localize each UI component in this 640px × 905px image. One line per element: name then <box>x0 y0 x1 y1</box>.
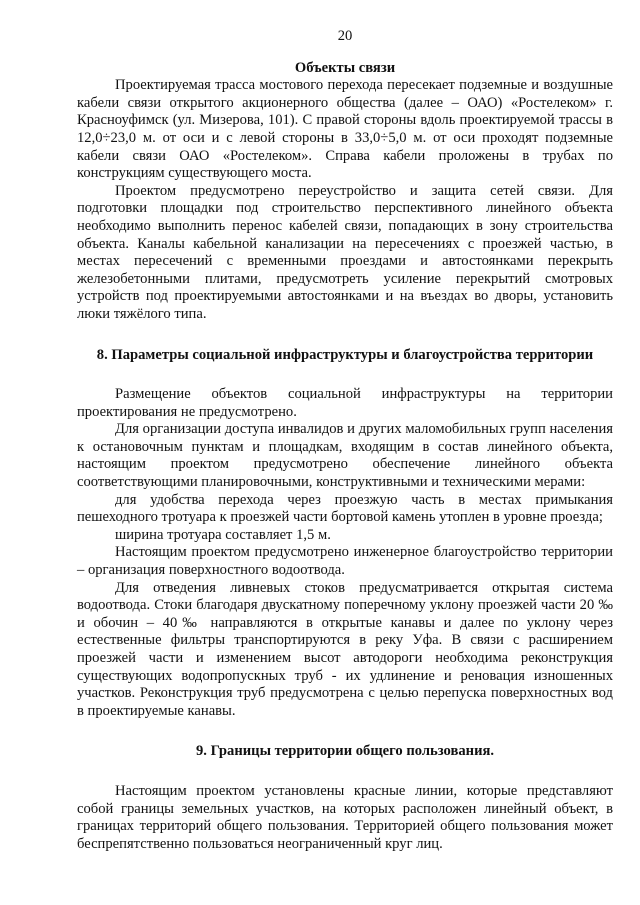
section-public-territory-boundaries <box>77 743 613 853</box>
paragraph: ширина тротуара составляет 1,5 м. <box>115 526 331 543</box>
paragraph: Для организации доступа инвалидов и других маломобильных групп населения к остановочным пунктам и площадкам, входящим в состав линейного объекта, настоящим проектом предусмотрено обеспечение линейного объекта соответствующими планировочными, конструктивными и техническими мерами: <box>77 421 613 491</box>
paragraph: для удобства перехода через проезжую часть в местах примыкания пешеходного тротуара к проезжей части бортовой камень утоплен в уровне проезда; <box>77 491 613 526</box>
page-number: 20 <box>337 28 353 44</box>
section-title-communication-objects: Объекты связи <box>294 59 396 76</box>
paragraph: Настоящим проектом предусмотрено инженерное благоустройство территории – организация поверхностного водоотвода. <box>77 544 613 579</box>
paragraph: Проектом предусмотрено переустройство и защита сетей связи. Для подготовки площадки под строительство перспективного линейного объекта необходимо выполнить перенос кабелей связи, попадающих в зону строительства объекта. Каналы кабельной канализации на пересечениях с проезжей частью, в местах пересечений с временными проездами и автостоянками перекрыть железобетонными плитами, предусмотреть усиление перекрытий смотровых устройств под проектируемыми автостоянками и на въездах во дворы, установить люки тяжёлого типа. <box>77 182 613 322</box>
paragraph: Размещение объектов социальной инфраструктуры на территории проектирования не предусмотрено. <box>77 386 613 420</box>
section-title-social-infrastructure: 8. Параметры социальной инфраструктуры и благоустройства территории <box>96 346 594 363</box>
section-social-infrastructure <box>77 347 613 721</box>
paragraph: Для отведения ливневых стоков предусматривается открытая система водоотвода. Стоки благодаря двускатному поперечному уклону проезжей части 20 ‰ и обочин – 40‰ направляются в открытые канавы и далее по уклону через естественные фильтры транспортируются в реку Уфа. В связи с расширением проезжей части и изменением высот автодороги необходима реконструкция существующих водопропускных труб - их удлинение и реновация изношенных участков. Реконструкция труб предусмотрена с целью перепуска поверхностных вод в проектируемые канавы. <box>77 579 613 719</box>
section-title-public-territory-boundaries: 9. Границы территории общего пользования. <box>195 743 495 760</box>
paragraph: Проектируемая трасса мостового перехода пересекает подземные и воздушные кабели связи открытого акционерного общества (далее – ОАО) «Ростелеком» г. Красноуфимск (ул. Мизерова, 101). С правой стороны вдоль проектируемой трассы в 12,0÷23,0 м. от оси и с левой стороны в 33,0÷5,0 м. от оси проходят подземные кабели связи ОАО «Ростелеком». Справа кабели проложены в трубах по конструкциям существующего моста. <box>77 77 613 182</box>
paragraph: Настоящим проектом установлены красные линии, которые представляют собой границы земельных участков, на которых расположен линейный объект, в границах территорий общего пользования. Территорией общего пользования может беспрепятственно пользоваться неограниченный круг лиц. <box>77 782 613 852</box>
section-communication-objects <box>77 60 613 324</box>
